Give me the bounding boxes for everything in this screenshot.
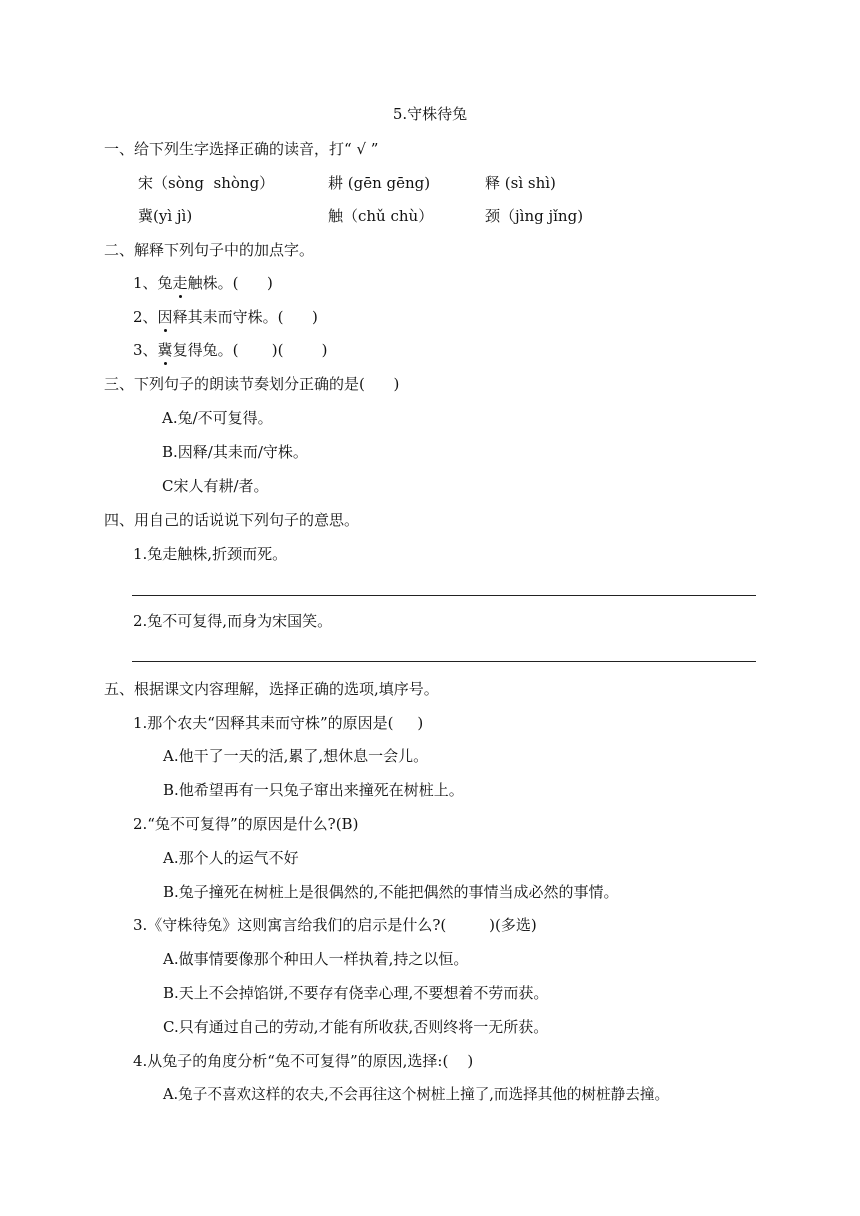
question-5-3: 3.《守株待兔》这则寓言给我们的启示是什么?( )(多选) (133, 916, 537, 934)
option-item: C宋人有耕/者。 (162, 477, 269, 495)
question-2-3 (133, 340, 328, 360)
option-item: B.天上不会掉馅饼,不要存有侥幸心理,不要想着不劳而获。 (163, 984, 549, 1002)
option-item: B.他希望再有一只兔子窜出来撞死在树桩上。 (163, 781, 464, 799)
pinyin-item: 颈（jìng jǐng) (485, 207, 584, 225)
answer-line[interactable] (132, 595, 756, 596)
section-2-heading: 二、解释下列句子中的加点字。 (104, 241, 315, 259)
question-number: 2、 (133, 308, 158, 326)
question-4-2: 2.兔不可复得,而身为宋国笑。 (133, 612, 333, 630)
dotted-character: 因 (157, 308, 173, 326)
question-text: 释其耒而守株。( ) (172, 308, 318, 326)
answer-line[interactable] (132, 661, 756, 662)
question-5-1: 1.那个农夫“因释其耒而守株”的原因是( ) (133, 714, 424, 732)
pinyin-item: 触（chǔ chù） (328, 207, 434, 225)
option-item: A.兔子不喜欢这样的农夫,不会再往这个树桩上撞了,而选择其他的树桩静去撞。 (163, 1086, 670, 1103)
section-1-heading: 一、给下列生字选择正确的读音，打“ √ ” (104, 140, 379, 158)
option-item: A.他干了一天的活,累了,想休息一会儿。 (163, 747, 429, 765)
question-5-2: 2.“兔不可复得”的原因是什么?(B) (133, 815, 359, 833)
option-item: A.做事情要像那个种田人一样执着,持之以恒。 (163, 950, 469, 968)
question-text: 复得兔。( )( ) (172, 341, 328, 359)
option-item: C.只有通过自己的劳动,才能有所收获,否则终将一无所获。 (163, 1018, 549, 1036)
question-2-1 (133, 273, 273, 293)
dotted-character: 冀 (157, 341, 173, 359)
pinyin-item: 宋（sòng shòng） (138, 174, 275, 192)
question-4-1: 1.兔走触株,折颈而死。 (133, 545, 288, 563)
section-5-heading: 五、根据课文内容理解，选择正确的选项,填序号。 (104, 680, 439, 698)
question-number: 3、 (133, 341, 158, 359)
question-number: 1、兔 (133, 274, 173, 292)
question-5-4: 4.从兔子的角度分析“兔不可复得”的原因,选择:( ) (133, 1052, 474, 1070)
question-2-2 (133, 307, 318, 327)
option-item: B.兔子撞死在树桩上是很偶然的,不能把偶然的事情当成必然的事情。 (163, 883, 619, 901)
section-3-heading: 三、下列句子的朗读节奏划分正确的是( ) (104, 375, 400, 393)
pinyin-item: 冀(yì jì) (138, 207, 193, 225)
pinyin-item: 释 (sì shì) (485, 174, 556, 192)
question-text: 触株。( ) (187, 274, 273, 292)
pinyin-item: 耕 (gēn gēng) (328, 174, 431, 192)
dotted-character: 走 (172, 274, 188, 292)
section-4-heading: 四、用自己的话说说下列句子的意思。 (104, 511, 360, 529)
option-item: B.因释/其耒而/守株。 (162, 443, 308, 461)
option-item: A.那个人的运气不好 (163, 849, 299, 867)
page-title: 5.守株待兔 (392, 105, 468, 123)
option-item: A.兔/不可复得。 (162, 409, 273, 427)
